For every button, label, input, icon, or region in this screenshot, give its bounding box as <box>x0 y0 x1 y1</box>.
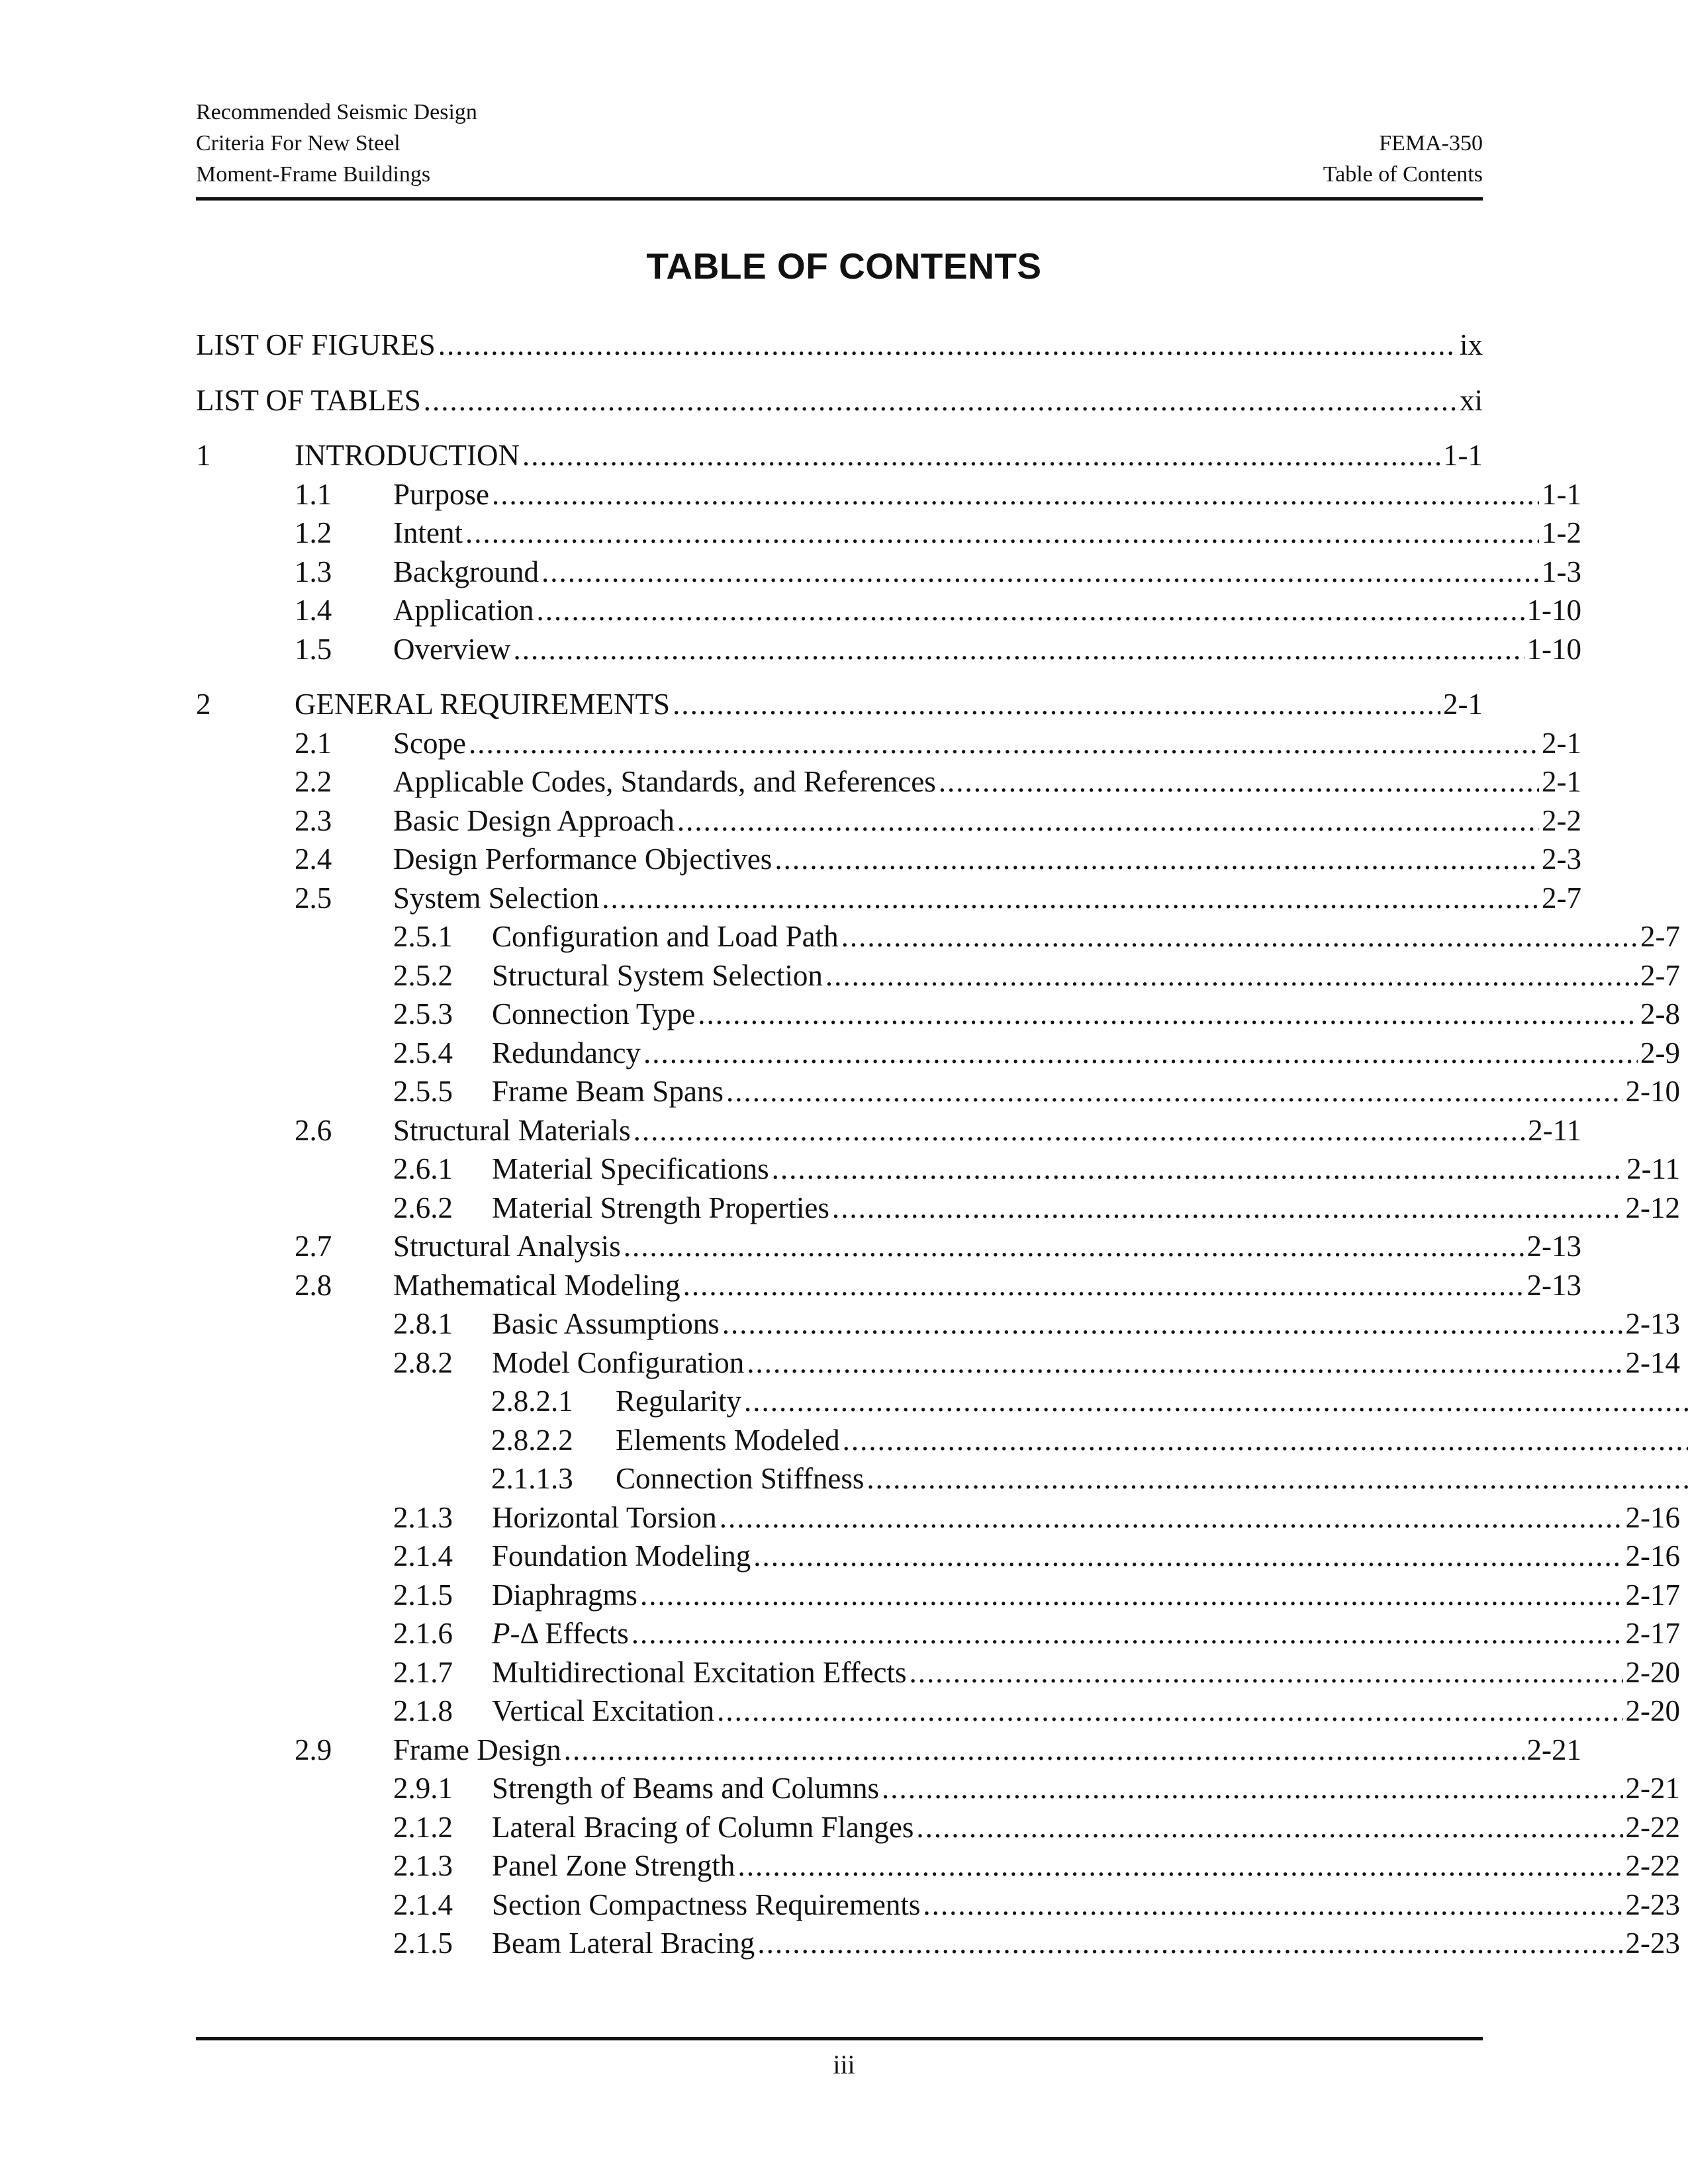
toc-entry[interactable] <box>196 630 1581 669</box>
toc-entry-label: LIST OF FIGURES <box>196 328 436 361</box>
toc-entry-page: 2-12 <box>1625 1191 1680 1224</box>
toc-entry-page: 2-17 <box>1625 1617 1680 1650</box>
toc-entry-page: 1-3 <box>1542 555 1581 588</box>
table-of-contents <box>196 326 1680 1963</box>
dot-leader <box>744 1382 1688 1421</box>
toc-entry[interactable] <box>196 591 1581 630</box>
toc-entry-number: 1.4 <box>295 594 332 627</box>
toc-entry[interactable] <box>196 724 1581 763</box>
toc-entry-label: Mathematical Modeling <box>393 1268 680 1302</box>
toc-entry-number: 2.8.2.2 <box>491 1423 573 1457</box>
toc-entry[interactable] <box>196 1421 1688 1460</box>
dot-leader <box>522 436 1440 475</box>
toc-entry[interactable] <box>196 1537 1680 1576</box>
toc-entry-label: GENERAL REQUIREMENTS <box>295 688 671 721</box>
dot-leader <box>747 1343 1622 1383</box>
toc-entry-label: Basic Design Approach <box>393 803 675 837</box>
toc-entry-number: 2.3 <box>295 803 332 837</box>
toc-entry-number: 2.8.1 <box>393 1307 453 1340</box>
toc-entry-label: Overview <box>393 632 511 666</box>
toc-entry[interactable] <box>196 326 1483 365</box>
toc-entry-page: 2-1 <box>1443 688 1483 721</box>
page-header <box>196 97 1483 201</box>
toc-entry-page: 1-2 <box>1542 516 1581 549</box>
toc-entry-label: Structural System Selection <box>492 958 823 992</box>
toc-entry-page: xi <box>1459 383 1483 417</box>
toc-entry-label: Background <box>393 555 539 588</box>
toc-entry[interactable] <box>196 1343 1680 1383</box>
dot-leader <box>757 1924 1622 1963</box>
toc-entry-page: 2-16 <box>1625 1539 1680 1572</box>
toc-entry[interactable] <box>196 1692 1680 1731</box>
toc-entry-page: 2-11 <box>1528 1113 1581 1147</box>
toc-entry-number: 2.6 <box>295 1113 332 1147</box>
dot-leader <box>536 591 1524 630</box>
toc-entry-number: 2.6.1 <box>393 1152 453 1185</box>
toc-entry-number: 2.1.3 <box>393 1500 453 1534</box>
dot-leader <box>698 995 1638 1034</box>
toc-entry-page: 2-7 <box>1640 920 1680 953</box>
header-left-line: Criteria For New Steel <box>196 131 400 156</box>
dot-leader <box>720 1498 1623 1537</box>
toc-entry[interactable] <box>196 1886 1680 1925</box>
toc-entry-label: Beam Lateral Bracing <box>492 1927 755 1960</box>
toc-entry-page: 2-1 <box>1542 765 1581 798</box>
toc-entry-number: 2.5.1 <box>393 920 453 953</box>
dot-leader <box>602 879 1539 918</box>
toc-entry-label: Strength of Beams and Columns <box>492 1772 879 1805</box>
toc-entry-number: 2.8.2 <box>393 1345 453 1379</box>
dot-leader <box>939 762 1539 801</box>
toc-entry-label: Scope <box>393 726 466 760</box>
toc-entry[interactable] <box>196 514 1581 553</box>
toc-entry-label: Structural Analysis <box>393 1230 621 1263</box>
toc-entry-page: 1-1 <box>1443 439 1483 472</box>
toc-entry-label: Connection Stiffness <box>616 1462 865 1495</box>
toc-entry-page: 2-9 <box>1640 1036 1680 1069</box>
toc-entry-label: Intent <box>393 516 463 549</box>
toc-entry[interactable] <box>196 1227 1581 1266</box>
toc-entry-number: 2.2 <box>295 765 332 798</box>
toc-entry-page: ix <box>1459 328 1483 361</box>
toc-entry-page: 2-11 <box>1626 1152 1680 1185</box>
toc-entry-number: 2.1.6 <box>393 1617 453 1650</box>
toc-entry[interactable] <box>196 1189 1680 1228</box>
toc-entry-number: 2.5.3 <box>393 997 453 1030</box>
toc-entry-page: 2-21 <box>1625 1772 1680 1805</box>
toc-entry[interactable] <box>196 801 1581 841</box>
dot-leader <box>632 1614 1623 1653</box>
toc-entry[interactable] <box>196 1072 1680 1111</box>
dot-leader <box>683 1266 1524 1305</box>
toc-entry[interactable] <box>196 685 1483 724</box>
toc-entry-page: 2-20 <box>1625 1655 1680 1689</box>
toc-entry-number: 2.5.5 <box>393 1075 453 1108</box>
toc-entry-page: 2-1 <box>1542 726 1581 760</box>
toc-entry[interactable] <box>196 956 1680 995</box>
dot-leader <box>882 1769 1623 1808</box>
dot-leader <box>465 514 1539 553</box>
toc-entry-label: Basic Assumptions <box>492 1307 720 1340</box>
dot-leader <box>772 1150 1624 1189</box>
toc-entry-label: Application <box>393 594 534 627</box>
toc-entry-number: 2.1.5 <box>393 1927 453 1960</box>
toc-entry-label-rest: -Δ Effects <box>510 1617 629 1650</box>
dot-leader <box>923 1886 1622 1925</box>
toc-entry-page: 2-23 <box>1625 1927 1680 1960</box>
toc-entry-page: 2-13 <box>1625 1307 1680 1340</box>
toc-entry-label: LIST OF TABLES <box>196 383 421 417</box>
toc-entry-number: 2.1.4 <box>393 1539 453 1572</box>
toc-entry[interactable] <box>196 1769 1680 1808</box>
toc-entry-page: 2-7 <box>1542 881 1581 915</box>
toc-entry[interactable] <box>196 1731 1581 1770</box>
header-doc-id: FEMA-350 <box>1379 131 1483 156</box>
dot-leader <box>909 1653 1622 1692</box>
dot-leader <box>737 1846 1622 1886</box>
toc-entry-label: Configuration and Load Path <box>492 920 839 953</box>
dot-leader <box>722 1304 1623 1343</box>
header-right <box>1323 128 1483 190</box>
toc-entry[interactable] <box>196 1653 1680 1692</box>
toc-entry-number: 2.1.5 <box>393 1578 453 1612</box>
toc-entry-number: 2.1.7 <box>393 1655 453 1689</box>
toc-entry-page: 2-2 <box>1542 803 1581 837</box>
toc-entry-number: 1.5 <box>295 632 332 666</box>
toc-entry-number: 2.1.3 <box>393 1849 453 1882</box>
toc-entry-page: 2-22 <box>1625 1849 1680 1882</box>
toc-entry[interactable] <box>196 995 1680 1034</box>
toc-entry-label: Diaphragms <box>492 1578 637 1612</box>
dot-leader <box>916 1808 1622 1847</box>
dot-leader <box>843 1421 1688 1460</box>
toc-entry-label: Design Performance Objectives <box>393 842 773 876</box>
toc-entry-number: 1.1 <box>295 477 332 511</box>
toc-entry-label <box>492 1614 629 1653</box>
toc-entry-number: 2 <box>196 688 211 721</box>
toc-entry-label: Lateral Bracing of Column Flanges <box>492 1810 914 1844</box>
toc-entry-number: 2.5 <box>295 881 332 915</box>
dot-leader <box>673 685 1440 724</box>
dot-leader <box>867 1459 1688 1498</box>
toc-entry-number: 2.7 <box>295 1230 332 1263</box>
toc-entry-label: Section Compactness Requirements <box>492 1888 921 1921</box>
toc-entry[interactable] <box>196 762 1581 801</box>
toc-entry-page: 2-16 <box>1625 1500 1680 1534</box>
toc-entry-label: Frame Beam Spans <box>492 1075 724 1108</box>
toc-entry-page: 2-14 <box>1625 1345 1680 1379</box>
toc-entry-number: 2.4 <box>295 842 332 876</box>
toc-entry[interactable] <box>196 475 1581 514</box>
toc-entry[interactable] <box>196 1459 1688 1498</box>
toc-entry-label: Multidirectional Excitation Effects <box>492 1655 907 1689</box>
toc-entry[interactable] <box>196 1498 1680 1537</box>
dot-leader <box>492 475 1539 514</box>
dot-leader <box>774 840 1539 879</box>
toc-entry-label: Material Strength Properties <box>492 1191 829 1224</box>
toc-entry[interactable] <box>196 1614 1680 1653</box>
toc-entry[interactable] <box>196 879 1581 918</box>
toc-entry-page: 2-22 <box>1625 1810 1680 1844</box>
dot-leader <box>717 1692 1622 1731</box>
toc-entry[interactable] <box>196 1576 1680 1615</box>
toc-entry-page: 2-10 <box>1625 1075 1680 1108</box>
dot-leader <box>513 630 1524 669</box>
dot-leader <box>825 956 1638 995</box>
toc-entry[interactable] <box>196 1034 1680 1073</box>
toc-entry-number: 2.8.2.1 <box>491 1385 573 1418</box>
dot-leader <box>633 1111 1526 1150</box>
toc-entry-number: 2.1.8 <box>393 1694 453 1727</box>
page-title: TABLE OF CONTENTS <box>646 246 1042 287</box>
toc-entry-label: Redundancy <box>492 1036 641 1069</box>
toc-entry-number: 2.6.2 <box>393 1191 453 1224</box>
toc-entry[interactable] <box>196 1304 1680 1343</box>
toc-entry-page: 1-10 <box>1526 632 1581 666</box>
toc-entry[interactable] <box>196 381 1483 420</box>
toc-entry-page: 2-23 <box>1625 1888 1680 1921</box>
dot-leader <box>832 1189 1623 1228</box>
toc-entry[interactable] <box>196 917 1680 956</box>
dot-leader <box>424 381 1457 420</box>
toc-entry[interactable] <box>196 1150 1680 1189</box>
toc-entry[interactable] <box>196 553 1581 592</box>
toc-entry-label: Panel Zone Strength <box>492 1849 735 1882</box>
dot-leader <box>726 1072 1623 1111</box>
toc-entry[interactable] <box>196 1382 1688 1421</box>
toc-entry-number: 2.9.1 <box>393 1772 453 1805</box>
header-left <box>196 97 477 190</box>
dot-leader <box>438 326 1457 365</box>
toc-entry[interactable] <box>196 1924 1680 1963</box>
toc-entry-label: Foundation Modeling <box>492 1539 751 1572</box>
toc-entry-number: 2.5.2 <box>393 958 453 992</box>
toc-entry-number: 1.2 <box>295 516 332 549</box>
dot-leader <box>541 553 1539 592</box>
dot-leader <box>624 1227 1524 1266</box>
toc-entry-label: Horizontal Torsion <box>492 1500 717 1534</box>
dot-leader <box>841 917 1638 956</box>
dot-leader <box>677 801 1539 841</box>
toc-entry-label: Regularity <box>616 1385 741 1418</box>
toc-entry-page: 2-13 <box>1526 1268 1581 1302</box>
dot-leader <box>643 1034 1638 1073</box>
toc-entry-page: 1-1 <box>1542 477 1581 511</box>
toc-entry-page: 2-21 <box>1526 1733 1581 1766</box>
toc-entry-label: System Selection <box>393 881 600 915</box>
toc-entry[interactable] <box>196 840 1581 879</box>
header-left-line: Recommended Seismic Design <box>196 100 477 124</box>
toc-entry-label: Vertical Excitation <box>492 1694 715 1727</box>
toc-entry-page: 2-8 <box>1640 997 1680 1030</box>
toc-entry-number: 1 <box>196 439 211 472</box>
toc-entry-number: 2.1 <box>295 726 332 760</box>
toc-entry-label: Material Specifications <box>492 1152 769 1185</box>
p-delta-symbol: P <box>492 1617 510 1650</box>
toc-entry-label: Elements Modeled <box>616 1423 840 1457</box>
toc-entry-page: 2-3 <box>1542 842 1581 876</box>
toc-entry-number: 2.1.4 <box>393 1888 453 1921</box>
toc-entry-number: 1.3 <box>295 555 332 588</box>
toc-entry-number: 2.9 <box>295 1733 332 1766</box>
toc-entry-label: Purpose <box>393 477 489 511</box>
page-number: iii <box>833 2050 855 2079</box>
toc-entry-page: 2-20 <box>1625 1694 1680 1727</box>
toc-entry[interactable] <box>196 1808 1680 1847</box>
toc-entry-number: 2.1.2 <box>393 1810 453 1844</box>
toc-entry-label: Model Configuration <box>492 1345 745 1379</box>
toc-entry-label: Frame Design <box>393 1733 561 1766</box>
toc-entry-number: 2.1.1.3 <box>491 1462 573 1495</box>
toc-entry[interactable] <box>196 1111 1581 1150</box>
toc-entry-page: 2-7 <box>1640 958 1680 992</box>
toc-entry-label: Applicable Codes, Standards, and References <box>393 765 936 798</box>
dot-leader <box>564 1731 1524 1770</box>
toc-entry[interactable] <box>196 1266 1581 1305</box>
header-left-line: Moment-Frame Buildings <box>196 162 431 187</box>
toc-entry[interactable] <box>196 1846 1680 1886</box>
header-section-name: Table of Contents <box>1323 162 1483 187</box>
toc-entry[interactable] <box>196 436 1483 475</box>
toc-entry-number: 2.8 <box>295 1268 332 1302</box>
toc-entry-page: 1-10 <box>1526 594 1581 627</box>
toc-entry-label: INTRODUCTION <box>295 439 520 472</box>
dot-leader <box>469 724 1539 763</box>
dot-leader <box>640 1576 1623 1615</box>
toc-entry-page: 2-13 <box>1526 1230 1581 1263</box>
toc-entry-label: Connection Type <box>492 997 696 1030</box>
footer-rule <box>196 2037 1483 2040</box>
dot-leader <box>753 1537 1622 1576</box>
toc-entry-label: Structural Materials <box>393 1113 631 1147</box>
toc-entry-number: 2.5.4 <box>393 1036 453 1069</box>
toc-entry-page: 2-17 <box>1625 1578 1680 1612</box>
